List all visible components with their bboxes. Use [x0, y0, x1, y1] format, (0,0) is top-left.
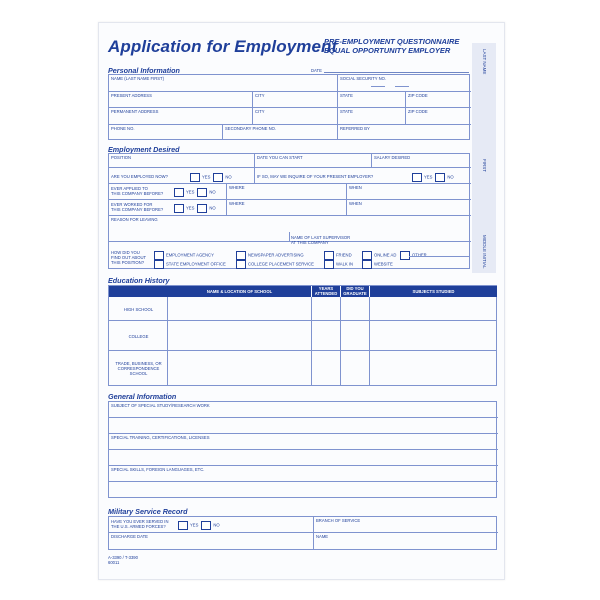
served-yes-label: YES: [190, 522, 199, 528]
education-table: [108, 285, 497, 386]
form-subtitle: [324, 37, 459, 55]
worked-where-label: WHERE: [229, 201, 245, 206]
employed-yes-label: YES: [202, 174, 211, 180]
inquire-yes-label: YES: [424, 174, 433, 180]
supervisor-label-1: NAME OF LAST SUPERVISOR: [291, 235, 351, 240]
hs-graduate-field[interactable]: [341, 297, 370, 321]
supervisor-label-2: AT THIS COMPANY: [291, 240, 329, 245]
hs-years-field[interactable]: [312, 297, 341, 321]
military-record-grid: [108, 516, 497, 550]
employed-no-checkbox[interactable]: [213, 173, 223, 182]
worked-before-label-2: THIS COMPANY BEFORE?: [111, 207, 164, 212]
served-no-label: NO: [213, 522, 220, 528]
reason-leaving-field[interactable]: [109, 216, 471, 242]
name-side-strip: [472, 43, 496, 273]
side-middle-initial: MIDDLE INITIAL: [482, 235, 487, 269]
present-state-label: STATE: [340, 93, 353, 98]
trade-graduate-field[interactable]: [341, 351, 370, 385]
footer-code-1: A-3390 / T-3390: [108, 555, 138, 560]
inquire-yes-checkbox[interactable]: [412, 173, 422, 182]
subtitle-line-2: EQUAL OPPORTUNITY EMPLOYER: [324, 46, 451, 55]
employment-desired-grid: [108, 153, 470, 269]
date-line: [324, 72, 469, 73]
general-info-heading: General Information: [108, 392, 177, 401]
reason-leaving-label: REASON FOR LEAVING: [111, 217, 158, 222]
personal-info-heading: Personal Information: [108, 66, 180, 75]
served-label-1: HAVE YOU EVER SERVED IN: [111, 519, 169, 524]
edu-head-blank: [109, 286, 168, 297]
trade-label-1: TRADE, BUSINESS, OR: [115, 361, 162, 366]
date-label: DATE: [311, 68, 322, 73]
position-label: POSITION: [111, 155, 132, 160]
personal-info-grid: [108, 74, 470, 140]
applied-no-checkbox[interactable]: [197, 188, 207, 197]
trade-years-field[interactable]: [312, 351, 341, 385]
served-no-checkbox[interactable]: [201, 521, 211, 530]
trade-label-3: SCHOOL: [129, 371, 148, 376]
secondary-phone-label: SECONDARY PHONE NO.: [225, 126, 277, 131]
served-yes-checkbox[interactable]: [178, 521, 188, 530]
college-label: COLLEGE: [128, 334, 149, 339]
present-address-label: PRESENT ADDRESS: [111, 93, 152, 98]
how-label-1: HOW DID YOU: [111, 250, 140, 255]
inquire-label: IF SO, MAY WE INQUIRE OF YOUR PRESENT EMPLOYER?: [257, 174, 374, 179]
special-training-field-2[interactable]: [109, 450, 498, 466]
side-first: FIRST: [482, 159, 487, 172]
edu-head-subjects: SUBJECTS STUDIED: [370, 286, 497, 297]
special-training-label: SPECIAL TRAINING, CERTIFICATIONS, LICENSES: [111, 435, 210, 440]
worked-no-checkbox[interactable]: [197, 204, 207, 213]
permanent-address-label: PERMANENT ADDRESS: [111, 109, 159, 114]
high-school-label: HIGH SCHOOL: [123, 307, 154, 312]
general-info-grid: [108, 401, 497, 498]
source-walk-in[interactable]: WALK IN: [321, 260, 353, 269]
permanent-zip-label: ZIP CODE: [408, 109, 428, 114]
discharge-date-label: DISCHARGE DATE: [111, 534, 148, 539]
subtitle-line-1: PRE-EMPLOYMENT QUESTIONNAIRE: [324, 37, 460, 46]
source-college-placement[interactable]: COLLEGE PLACEMENT SERVICE: [233, 260, 314, 269]
edu-head-graduate: DID YOU GRADUATE: [341, 286, 369, 297]
applied-where-label: WHERE: [229, 185, 245, 190]
trade-label-2: CORRESPONDENCE: [117, 366, 160, 371]
phone-label: PHONE NO.: [111, 126, 135, 131]
inquire-no-label: NO: [447, 174, 454, 180]
military-name-label: NAME: [316, 534, 329, 539]
applied-when-field[interactable]: [347, 184, 471, 200]
salary-label: SALARY DESIRED: [374, 155, 411, 160]
how-label-3: THIS POSITION?: [111, 260, 145, 265]
form-title: Application for Employment: [108, 37, 338, 56]
worked-when-label: WHEN: [349, 201, 362, 206]
college-subjects-field[interactable]: [370, 321, 497, 351]
source-newspaper[interactable]: NEWSPAPER ADVERTISING: [233, 251, 304, 260]
branch-label: BRANCH OF SERVICE: [316, 518, 361, 523]
permanent-city-field[interactable]: [253, 108, 338, 125]
worked-where-field[interactable]: [227, 200, 347, 216]
hs-subjects-field[interactable]: [370, 297, 497, 321]
present-zip-label: ZIP CODE: [408, 93, 428, 98]
worked-no-label: NO: [209, 205, 216, 211]
employed-now-label: ARE YOU EMPLOYED NOW?: [111, 174, 168, 179]
applied-yes-label: YES: [186, 189, 195, 195]
present-city-label: CITY: [255, 93, 265, 98]
trade-subjects-field[interactable]: [370, 351, 497, 385]
supervisor-left-border: [289, 232, 290, 242]
how-label-2: FIND OUT ABOUT: [111, 255, 147, 260]
footer-code-2: 60011: [108, 560, 120, 565]
worked-before-label-1: EVER WORKED FOR: [111, 202, 153, 207]
college-school-field[interactable]: [168, 321, 312, 351]
hs-school-field[interactable]: [168, 297, 312, 321]
employed-no-label: NO: [225, 174, 232, 180]
ssn-label: SOCIAL SECURITY NO.: [340, 76, 387, 81]
applied-when-label: WHEN: [349, 185, 362, 190]
trade-school-field[interactable]: [168, 351, 312, 385]
edu-head-school: NAME & LOCATION OF SCHOOL: [168, 286, 311, 297]
source-employment-agency[interactable]: EMPLOYMENT AGENCY: [151, 251, 214, 260]
permanent-state-label: STATE: [340, 109, 353, 114]
referred-by-label: REFERRED BY: [340, 126, 370, 131]
source-online-ad[interactable]: ONLINE AD: [359, 251, 396, 260]
name-label: NAME (LAST NAME FIRST): [111, 76, 164, 81]
edu-head-years: YEARS ATTENDED: [312, 286, 340, 297]
college-years-field[interactable]: [312, 321, 341, 351]
applied-where-field[interactable]: [227, 184, 347, 200]
inquire-no-checkbox[interactable]: [435, 173, 445, 182]
applied-before-label-1: EVER APPLIED TO: [111, 186, 148, 191]
other-fill-line: [409, 256, 469, 257]
employment-desired-heading: Employment Desired: [108, 145, 180, 154]
ssn-dash-2: [395, 86, 409, 87]
ssn-dash-1: [371, 86, 385, 87]
military-record-heading: Military Service Record: [108, 507, 188, 516]
special-study-field-2[interactable]: [109, 418, 498, 434]
military-name-field[interactable]: [314, 533, 498, 549]
application-form-sheet: [98, 22, 505, 580]
source-friend[interactable]: FRIEND: [321, 251, 352, 260]
worked-yes-label: YES: [186, 205, 195, 211]
applied-no-label: NO: [209, 189, 216, 195]
applied-before-label-2: THIS COMPANY BEFORE?: [111, 191, 164, 196]
worked-yes-checkbox[interactable]: [174, 204, 184, 213]
side-last-name: LAST NAME: [482, 49, 487, 75]
special-skills-label: SPECIAL SKILLS, FOREIGN LANGUAGES, ETC.: [111, 467, 205, 472]
present-city-field[interactable]: [253, 92, 338, 108]
source-state-employment[interactable]: STATE EMPLOYMENT OFFICE: [151, 260, 226, 269]
college-graduate-field[interactable]: [341, 321, 370, 351]
worked-when-field[interactable]: [347, 200, 471, 216]
employed-yes-checkbox[interactable]: [190, 173, 200, 182]
start-date-label: DATE YOU CAN START: [257, 155, 303, 160]
permanent-city-label: CITY: [255, 109, 265, 114]
applied-yes-checkbox[interactable]: [174, 188, 184, 197]
source-website[interactable]: WEBSITE: [359, 260, 393, 269]
special-study-label: SUBJECT OF SPECIAL STUDY/RESEARCH WORK: [111, 403, 210, 408]
education-history-heading: Education History: [108, 276, 170, 285]
special-skills-field-2[interactable]: [109, 482, 498, 497]
served-label-2: THE U.S. ARMED FORCES?: [111, 524, 166, 529]
